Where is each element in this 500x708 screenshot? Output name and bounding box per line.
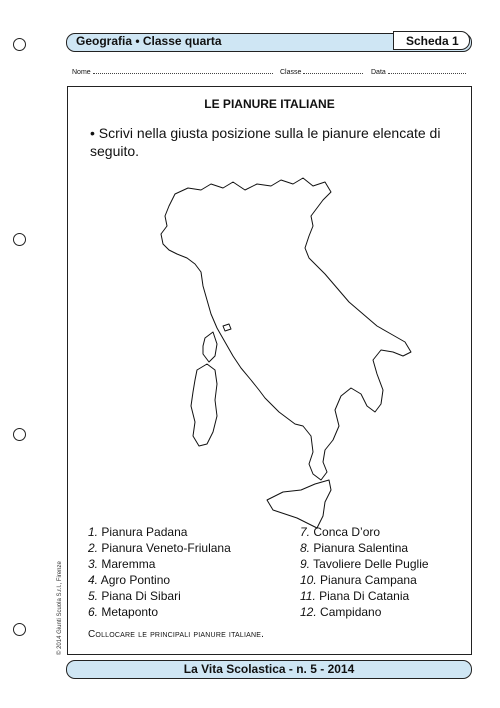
name-label: Nome — [72, 69, 91, 76]
exercise-title: LE PIANURE ITALIANE — [204, 97, 335, 111]
item-name: Pianura Veneto-Friulana — [101, 541, 231, 555]
header-subject: Geografia • Classe quarta — [76, 34, 222, 48]
binder-hole — [13, 428, 26, 441]
item-number: 9. — [300, 557, 311, 571]
corsica-outline — [203, 332, 217, 362]
item-name: Pianura Salentina — [313, 541, 409, 555]
exercise-panel — [67, 86, 472, 655]
item-name: Metaponto — [101, 605, 159, 619]
list-item — [300, 556, 429, 572]
item-number: 12. — [300, 605, 317, 619]
item-number: 7. — [300, 525, 311, 539]
elba-outline — [223, 324, 231, 331]
item-number: 8. — [300, 541, 311, 555]
plains-list-right — [300, 524, 429, 620]
item-number: 5. — [88, 589, 99, 603]
item-name: Maremma — [101, 557, 156, 571]
name-field[interactable] — [93, 66, 273, 74]
binder-hole — [13, 233, 26, 246]
sicily-outline — [267, 480, 331, 528]
date-label: Data — [371, 69, 386, 76]
item-number: 4. — [88, 573, 99, 587]
item-number: 1. — [88, 525, 99, 539]
list-item — [88, 604, 231, 620]
item-name: Pianura Padana — [101, 525, 188, 539]
item-number: 2. — [88, 541, 99, 555]
item-number: 11. — [300, 589, 316, 603]
italy-mainland-outline — [161, 178, 411, 480]
class-label: Classe — [280, 69, 302, 76]
copyright-notice: © 2014 Giunti Scuola S.r.l., Firenze — [57, 561, 63, 655]
list-item — [300, 524, 429, 540]
exercise-caption: Collocare le principali pianure italiane. — [88, 629, 265, 640]
date-field[interactable] — [388, 66, 466, 74]
class-field[interactable] — [303, 66, 363, 74]
item-name: Piana Di Sibari — [101, 589, 181, 603]
sheet-tab: Scheda 1 — [393, 31, 470, 50]
item-name: Agro Pontino — [100, 573, 171, 587]
exercise-instruction: • Scrivi nella giusta posizione sulla le pianure elencate di seguito. — [90, 125, 441, 159]
item-number: 3. — [88, 557, 99, 571]
list-item — [300, 588, 429, 604]
item-name: Tavoliere Delle Puglie — [313, 557, 429, 571]
list-item — [88, 524, 231, 540]
item-number: 6. — [88, 605, 99, 619]
item-name: Piana Di Catania — [319, 589, 410, 603]
list-item — [88, 540, 231, 556]
list-item — [88, 556, 231, 572]
footer-bar: La Vita Scolastica - n. 5 - 2014 — [66, 660, 472, 679]
list-item — [88, 588, 231, 604]
binder-hole — [13, 623, 26, 636]
list-item — [88, 572, 231, 588]
plains-list-left — [88, 524, 231, 620]
item-number: 10. — [300, 573, 317, 587]
list-item — [300, 572, 429, 588]
item-name: Pianura Campana — [320, 573, 417, 587]
sardinia-outline — [191, 364, 217, 446]
item-name: Conca D’oro — [313, 525, 381, 539]
binder-hole — [13, 38, 26, 51]
list-item — [300, 540, 429, 556]
item-name: Campidano — [320, 605, 382, 619]
list-item — [300, 604, 429, 620]
